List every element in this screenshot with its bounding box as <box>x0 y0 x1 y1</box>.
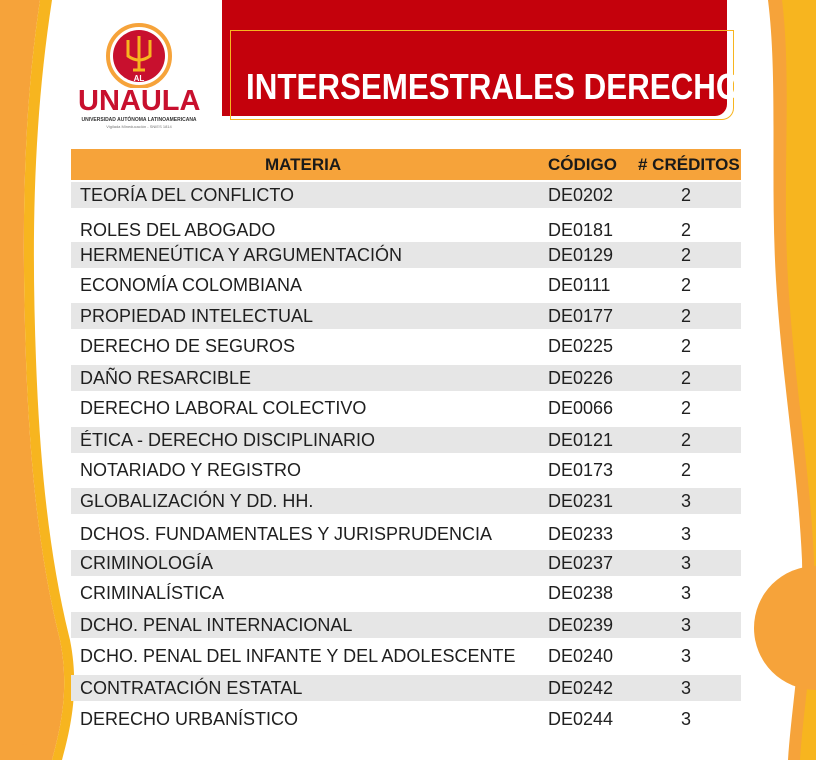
course-name: NOTARIADO Y REGISTRO <box>80 460 302 480</box>
bottom-left-dot <box>16 725 36 745</box>
course-credits: 3 <box>680 678 691 698</box>
course-name: ROLES DEL ABOGADO <box>80 220 276 240</box>
course-credits: 2 <box>680 460 691 480</box>
course-name: GLOBALIZACIÓN Y DD. HH. <box>80 491 314 511</box>
course-table <box>71 149 741 740</box>
course-code: DE0231 <box>548 491 614 511</box>
table-header <box>71 149 741 180</box>
table-row <box>71 303 741 329</box>
table-row <box>71 333 741 359</box>
course-code: DE0233 <box>548 524 614 544</box>
course-code: DE0226 <box>548 368 614 388</box>
course-name: CRIMINOLOGÍA <box>80 553 214 573</box>
course-code: DE0238 <box>548 583 614 603</box>
course-credits: 3 <box>680 615 691 635</box>
course-name: DERECHO URBANÍSTICO <box>80 709 299 729</box>
course-code: DE0111 <box>548 275 611 295</box>
course-credits: 2 <box>680 185 691 205</box>
table-row <box>71 427 741 453</box>
right-orange-circle <box>754 566 816 690</box>
course-credits: 2 <box>680 306 691 326</box>
table-row <box>71 182 741 208</box>
course-name: ECONOMÍA COLOMBIANA <box>80 275 303 295</box>
course-code: DE0173 <box>548 460 614 480</box>
course-name: DERECHO DE SEGUROS <box>80 336 296 356</box>
course-credits: 2 <box>680 368 691 388</box>
header-materia: MATERIA <box>265 155 342 174</box>
course-code: DE0066 <box>548 398 614 418</box>
page-title: INTERSEMESTRALES DERECHO <box>246 66 741 107</box>
course-name: DERECHO LABORAL COLECTIVO <box>80 398 367 418</box>
course-credits: 3 <box>680 709 691 729</box>
table-row <box>71 580 741 606</box>
course-name: DAÑO RESARCIBLE <box>80 368 252 388</box>
table-row <box>71 395 741 421</box>
table-row <box>71 488 741 514</box>
course-code: DE0129 <box>548 245 614 265</box>
table-row <box>71 217 741 243</box>
course-credits: 3 <box>680 491 691 511</box>
table-row <box>71 643 741 669</box>
table-row <box>71 521 741 547</box>
table-row <box>71 272 741 298</box>
course-name: DCHO. PENAL DEL INFANTE Y DEL ADOLESCENTE <box>80 646 516 666</box>
header-creditos: # CRÉDITOS <box>638 155 740 174</box>
course-code: DE0177 <box>548 306 614 326</box>
table-body <box>71 180 741 740</box>
course-code: DE0121 <box>548 430 614 450</box>
course-code: DE0181 <box>548 220 614 240</box>
course-credits: 3 <box>680 524 691 544</box>
unaula-logo <box>78 22 200 132</box>
logo-name: UNAULA <box>78 85 201 117</box>
course-code: DE0237 <box>548 553 614 573</box>
course-credits: 2 <box>680 220 691 240</box>
course-credits: 3 <box>680 583 691 603</box>
logo-subtitle: UNIVERSIDAD AUTÓNOMA LATINOAMERICANA <box>81 117 197 123</box>
course-name: DCHOS. FUNDAMENTALES Y JURISPRUDENCIA <box>80 524 493 544</box>
table-row <box>71 550 741 576</box>
course-credits: 2 <box>680 275 691 295</box>
course-credits: 2 <box>680 430 691 450</box>
course-name: DCHO. PENAL INTERNACIONAL <box>80 615 353 635</box>
course-code: DE0240 <box>548 646 614 666</box>
logo-monogram: AL <box>133 74 145 83</box>
course-name: CONTRATACIÓN ESTATAL <box>80 678 303 698</box>
course-code: DE0242 <box>548 678 614 698</box>
course-name: TEORÍA DEL CONFLICTO <box>80 185 295 205</box>
logo-emblem-icon <box>78 22 200 88</box>
course-code: DE0239 <box>548 615 614 635</box>
table-row <box>71 365 741 391</box>
course-credits: 2 <box>680 398 691 418</box>
course-credits: 3 <box>680 646 691 666</box>
table-row <box>71 242 741 268</box>
table-row <box>71 612 741 638</box>
course-name: HERMENEÚTICA Y ARGUMENTACIÓN <box>80 245 403 265</box>
course-code: DE0202 <box>548 185 614 205</box>
course-code: DE0225 <box>548 336 614 356</box>
course-credits: 3 <box>680 553 691 573</box>
logo-tagline: Vigilada Mineducación - SNIES 1814 <box>106 124 172 129</box>
course-code: DE0244 <box>548 709 614 729</box>
course-name: PROPIEDAD INTELECTUAL <box>80 306 314 326</box>
course-credits: 2 <box>680 245 691 265</box>
course-name: ÉTICA - DERECHO DISCIPLINARIO <box>80 430 376 450</box>
table-row <box>71 675 741 701</box>
course-credits: 2 <box>680 336 691 356</box>
table-row <box>71 457 741 483</box>
course-name: CRIMINALÍSTICA <box>80 583 225 603</box>
table-row <box>71 706 741 732</box>
header-codigo: CÓDIGO <box>548 155 617 174</box>
